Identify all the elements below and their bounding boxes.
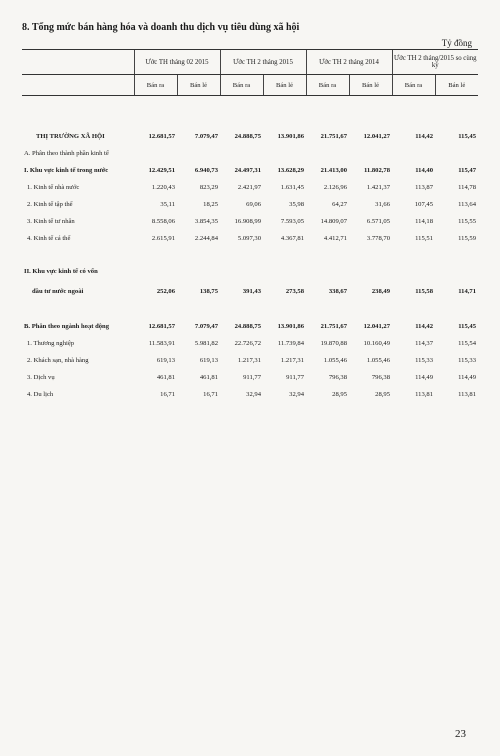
row-label: 4. Du lịch: [27, 391, 54, 399]
cell: 12.681,57: [148, 323, 175, 331]
header-sub: Bán ra: [306, 74, 349, 95]
cell: 796,38: [371, 374, 390, 382]
row-label: 3. Dịch vụ: [27, 374, 55, 382]
cell: 3.778,70: [366, 235, 390, 243]
cell: 619,13: [156, 357, 175, 365]
cell: 11.739,84: [277, 340, 304, 348]
page-number: 23: [455, 728, 466, 740]
cell: 461,81: [156, 374, 175, 382]
cell: 114,40: [415, 167, 433, 175]
cell: 911,77: [243, 374, 261, 382]
cell: 13.901,86: [277, 323, 304, 331]
cell: 115,45: [458, 323, 476, 331]
row-label: 2. Khách sạn, nhà hàng: [27, 357, 89, 365]
header-sub: Bán lẻ: [435, 74, 478, 95]
cell: 2.615,91: [151, 235, 175, 243]
cell: 1.055,46: [366, 357, 390, 365]
cell: 238,49: [371, 287, 390, 295]
cell: 12.429,51: [148, 167, 175, 175]
cell: 14.809,07: [320, 218, 347, 226]
header-sub: Bán ra: [220, 74, 263, 95]
cell: 12.041,27: [363, 133, 390, 141]
table-row: [22, 280, 478, 302]
cell: 115,33: [458, 357, 476, 365]
cell: 107,45: [414, 201, 433, 209]
header-empty-cell: [22, 50, 134, 75]
cell: 18,25: [203, 201, 218, 209]
cell: 114,49: [415, 374, 433, 382]
cell: 1.217,31: [237, 357, 261, 365]
table-row: [22, 162, 478, 179]
cell: 1.421,37: [366, 184, 390, 192]
cell: 619,13: [199, 357, 218, 365]
unit-label: Tỷ đồng: [441, 38, 472, 48]
cell: 10.160,49: [363, 340, 390, 348]
cell: 13.901,86: [277, 133, 304, 141]
row-label: THỊ TRƯỜNG XÃ HỘI: [36, 133, 105, 141]
cell: 461,81: [199, 374, 218, 382]
cell: 2.421,97: [237, 184, 261, 192]
table-row: [22, 128, 478, 145]
section-label: A. Phân theo thành phần kinh tế: [24, 150, 109, 158]
cell: 6.940,73: [194, 167, 218, 175]
cell: 8.558,06: [151, 218, 175, 226]
cell: 113,81: [415, 391, 433, 399]
cell: 138,75: [199, 287, 218, 295]
cell: 1.220,43: [151, 184, 175, 192]
cell: 7.079,47: [194, 323, 218, 331]
cell: 115,45: [458, 133, 476, 141]
cell: 2.244,84: [194, 235, 218, 243]
cell: 22.726,72: [234, 340, 261, 348]
table-row: [22, 369, 478, 386]
section-row: [22, 145, 478, 162]
cell: 6.571,05: [366, 218, 390, 226]
cell: 114,18: [415, 218, 433, 226]
cell: 113,81: [458, 391, 476, 399]
cell: 114,78: [458, 184, 476, 192]
cell: 35,98: [289, 201, 304, 209]
header-sub: Bán lẻ: [263, 74, 306, 95]
table-row: [22, 179, 478, 196]
cell: 391,43: [242, 287, 261, 295]
cell: 11.802,78: [363, 167, 390, 175]
header-sub: Bán lẻ: [177, 74, 220, 95]
cell: 114,37: [415, 340, 433, 348]
cell: 21.413,00: [320, 167, 347, 175]
cell: 273,58: [285, 287, 304, 295]
cell: 823,29: [199, 184, 218, 192]
cell: 5.097,30: [237, 235, 261, 243]
cell: 35,11: [160, 201, 175, 209]
cell: 3.854,35: [194, 218, 218, 226]
section-row: [22, 263, 478, 280]
cell: 114,42: [415, 323, 433, 331]
row-label: 3. Kinh tế tư nhân: [27, 218, 75, 226]
cell: 5.981,82: [194, 340, 218, 348]
retail-sales-table: [22, 49, 478, 403]
cell: 21.751,67: [320, 133, 347, 141]
cell: 115,33: [415, 357, 433, 365]
cell: 7.593,05: [280, 218, 304, 226]
header-group: Ước TH tháng 02 2015: [134, 50, 220, 75]
cell: 21.751,67: [320, 323, 347, 331]
cell: 115,51: [415, 235, 433, 243]
cell: 338,67: [328, 287, 347, 295]
cell: 11.583,91: [148, 340, 175, 348]
cell: 115,54: [458, 340, 476, 348]
cell: 4.367,81: [280, 235, 304, 243]
cell: 911,77: [286, 374, 304, 382]
header-group: Ước TH 2 tháng/2015 so cùng kỳ: [392, 50, 478, 75]
header-sub: Bán ra: [134, 74, 177, 95]
cell: 16,71: [160, 391, 175, 399]
cell: 13.628,29: [277, 167, 304, 175]
cell: 796,38: [328, 374, 347, 382]
section-label: II. Khu vực kinh tế có vốn: [24, 268, 98, 276]
cell: 16,71: [203, 391, 218, 399]
cell: 114,42: [415, 133, 433, 141]
cell: 32,94: [246, 391, 261, 399]
table-row: [22, 213, 478, 230]
cell: 114,71: [458, 287, 476, 295]
header-group: Ước TH 2 tháng 2015: [220, 50, 306, 75]
header-group-row: [22, 50, 478, 75]
cell: 115,47: [458, 167, 476, 175]
cell: 1.217,31: [280, 357, 304, 365]
table-row: [22, 196, 478, 213]
cell: 1.055,46: [323, 357, 347, 365]
cell: 1.631,45: [280, 184, 304, 192]
row-label: đầu tư nước ngoài: [32, 287, 84, 295]
cell: 113,64: [458, 201, 476, 209]
header-sub-row: [22, 74, 478, 95]
header-empty-cell: [22, 74, 134, 95]
table-row: [22, 318, 478, 335]
cell: 16.908,99: [234, 218, 261, 226]
table-row: [22, 386, 478, 403]
row-label: B. Phân theo ngành hoạt động: [24, 323, 110, 331]
cell: 24.497,31: [234, 167, 261, 175]
cell: 114,49: [458, 374, 476, 382]
cell: 2.126,96: [323, 184, 347, 192]
cell: 113,87: [415, 184, 433, 192]
row-label: 1. Kinh tế nhà nước: [27, 184, 80, 192]
cell: 19.870,88: [320, 340, 347, 348]
cell: 32,94: [289, 391, 304, 399]
header-group: Ước TH 2 tháng 2014: [306, 50, 392, 75]
table-row: [22, 352, 478, 369]
cell: 28,95: [375, 391, 390, 399]
cell: 252,06: [156, 287, 175, 295]
cell: 12.041,27: [363, 323, 390, 331]
cell: 69,06: [246, 201, 261, 209]
row-label: 4. Kinh tế cá thể: [27, 235, 71, 243]
cell: 64,27: [332, 201, 347, 209]
row-label: I. Khu vực kinh tế trong nước: [24, 167, 109, 175]
page-title: 8. Tổng mức bán hàng hóa và doanh thu dịch vụ tiêu dùng xã hội: [22, 22, 300, 33]
row-label: 1. Thương nghiệp: [27, 340, 75, 348]
cell: 24.888,75: [234, 323, 261, 331]
cell: 28,95: [332, 391, 347, 399]
cell: 4.412,71: [323, 235, 347, 243]
row-label: 2. Kinh tế tập thể: [27, 201, 73, 209]
cell: 7.079,47: [194, 133, 218, 141]
header-sub: Bán ra: [392, 74, 435, 95]
header-sub: Bán lẻ: [349, 74, 392, 95]
cell: 31,66: [375, 201, 390, 209]
cell: 115,59: [458, 235, 476, 243]
cell: 115,55: [458, 218, 476, 226]
cell: 115,58: [415, 287, 433, 295]
table-row: [22, 335, 478, 352]
cell: 12.681,57: [148, 133, 175, 141]
cell: 24.888,75: [234, 133, 261, 141]
table-row: [22, 230, 478, 247]
